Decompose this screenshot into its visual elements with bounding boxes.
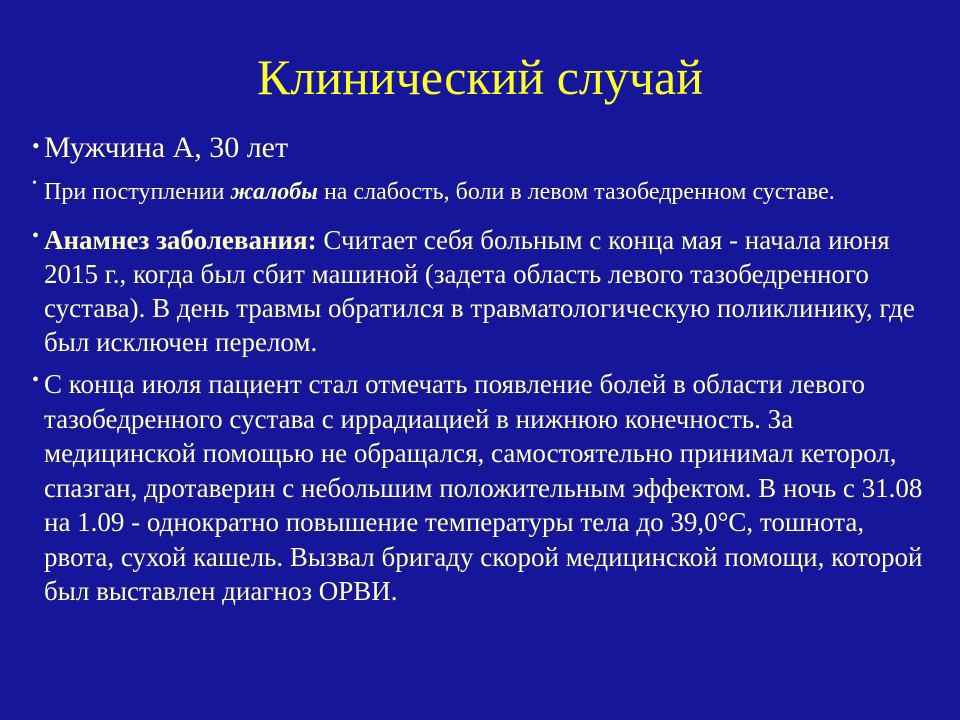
bullet-patient <box>30 130 935 166</box>
bullet-history-text: Считает себя больным с конца мая - начала июня 2015 г., когда был сбит машиной (задета область левого тазобедренного сустава). В день травмы обратился в травматологическую поликлинику, где был исключен перелом. <box>44 225 915 357</box>
bullet-dot-icon: • <box>32 225 40 247</box>
bullet-complaints-after: на слабость, боли в левом тазобедренном суставе. <box>317 179 835 205</box>
bullet-dot-icon: • <box>32 176 37 191</box>
bullet-patient-text: Мужчина А, 30 лет <box>44 131 289 164</box>
bullet-complaints <box>30 175 935 209</box>
bullet-history-label: Анамнез заболевания: <box>44 225 317 255</box>
bullet-complaints-before: При поступлении <box>44 179 231 205</box>
bullet-complaints-emphasis: жалобы <box>230 179 318 205</box>
slide-title: Клинический случай <box>257 49 703 105</box>
bullet-list <box>30 130 935 609</box>
bullet-dot-icon: • <box>32 133 40 158</box>
bullet-course <box>30 367 935 609</box>
bullet-course-text: С конца июля пациент стал отмечать появление болей в области левого тазобедренного сустава с иррадиацией в нижнюю конечность. За медицинской помощью не обращался, самостоятельно принимал кеторол, спазган, дротаверин с небольшим положительным эффектом. В ночь с 31.08 на 1.09 - однократно повышение температуры тела до 39,0°С, тошнота, рвота, сухой кашель. Вызвал бригаду скорой медицинской помощи, которой был выставлен диагноз ОРВИ. <box>44 369 923 606</box>
bullet-dot-icon: • <box>32 369 40 391</box>
bullet-history <box>30 223 935 359</box>
